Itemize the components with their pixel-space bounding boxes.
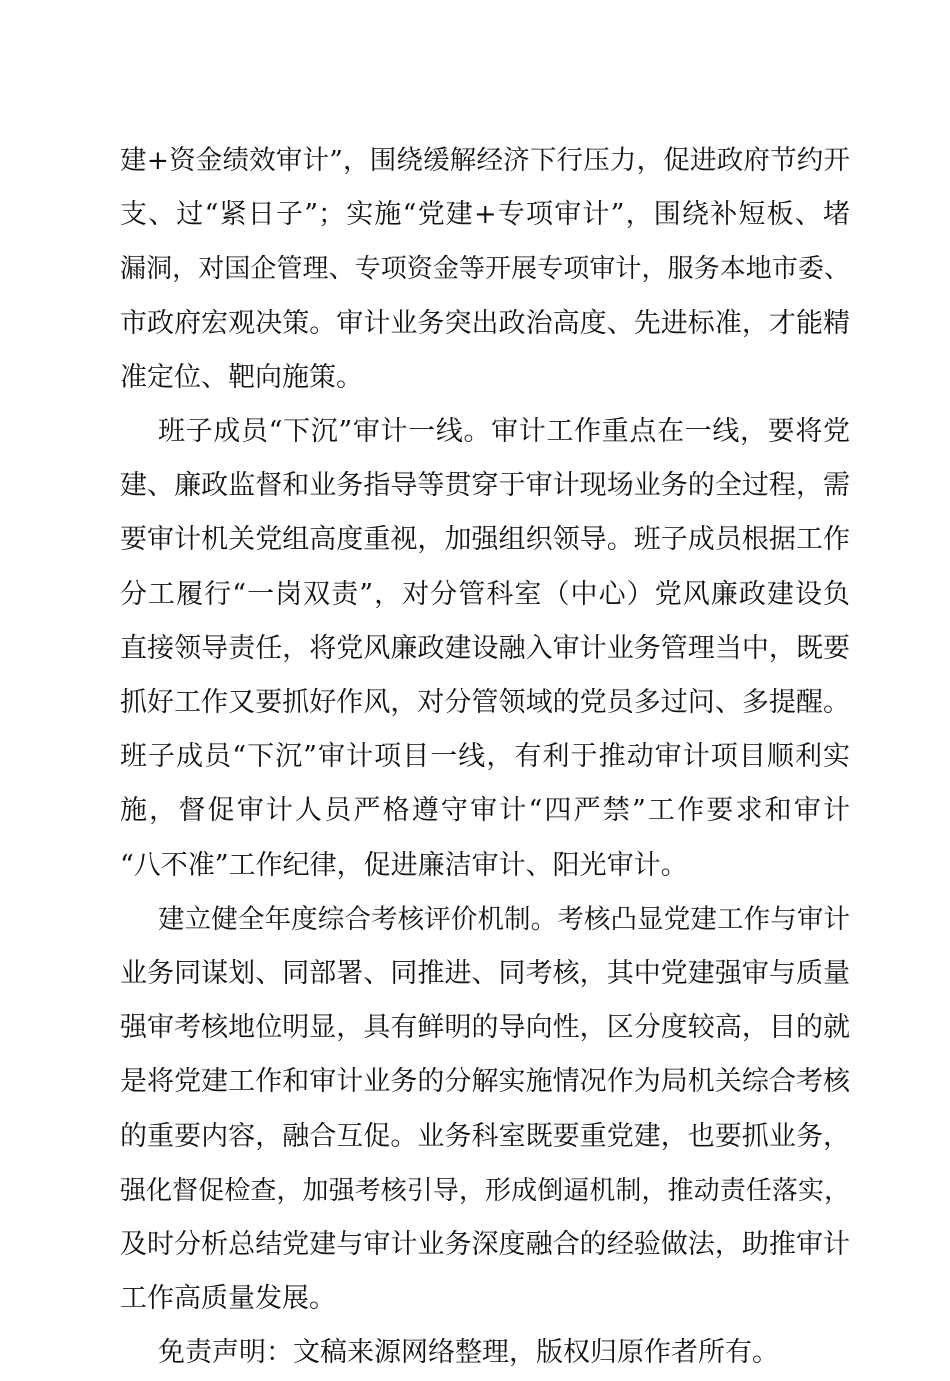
text-line-13: 施，督促审计人员严格遵守审计“四严禁”工作要求和审计 — [120, 795, 850, 826]
text-line-12: 班子成员“下沉”审计项目一线，有利于推动审计项目顺利实 — [120, 741, 850, 772]
text-line-1: 建+资金绩效审计”，围绕缓解经济下行压力，促进政府节约开 — [120, 145, 850, 176]
text-line-2: 支、过“紧日子”；实施“党建+专项审计”，围绕补短板、堵 — [120, 199, 850, 230]
text-line-5: 准定位、靶向施策。 — [120, 362, 363, 393]
paragraph-heading-2: 建立健全年度综合考核评价机制。考核凸显党建工作与审计 — [158, 904, 850, 935]
text-line-11: 抓好工作又要抓好作风，对分管领域的党员多过问、多提醒。 — [120, 687, 850, 718]
text-line-16: 业务同谋划、同部署、同推进、同考核，其中党建强审与质量 — [120, 958, 850, 989]
text-line-8: 要审计机关党组高度重视，加强组织领导。班子成员根据工作 — [120, 524, 850, 555]
text-line-22: 工作高质量发展。 — [120, 1283, 336, 1314]
text-line-4: 市政府宏观决策。审计业务突出政治高度、先进标准，才能精 — [120, 308, 850, 339]
text-line-7: 建、廉政监督和业务指导等贯穿于审计现场业务的全过程，需 — [120, 470, 850, 501]
text-line-18: 是将党建工作和审计业务的分解实施情况作为局机关综合考核 — [120, 1066, 850, 1097]
disclaimer-text: 免责声明：文稿来源网络整理，版权归原作者所有。 — [158, 1337, 779, 1368]
text-line-3: 漏洞，对国企管理、专项资金等开展专项审计，服务本地市委、 — [120, 254, 850, 284]
text-line-19: 的重要内容，融合互促。业务科室既要重党建，也要抓业务， — [120, 1121, 850, 1152]
text-line-20: 强化督促检查，加强考核引导，形成倒逼机制，推动责任落实， — [120, 1176, 850, 1206]
paragraph-heading-1: 班子成员“下沉”审计一线。审计工作重点在一线，要将党 — [158, 416, 850, 447]
text-line-10: 直接领导责任，将党风廉政建设融入审计业务管理当中，既要 — [120, 633, 850, 664]
text-line-21: 及时分析总结党建与审计业务深度融合的经验做法，助推审计 — [120, 1229, 850, 1260]
text-line-14: “八不准”工作纪律，促进廉洁审计、阳光审计。 — [120, 850, 688, 881]
text-line-17: 强审考核地位明显，具有鲜明的导向性，区分度较高，目的就 — [120, 1012, 850, 1043]
text-line-9: 分工履行“一岗双责”，对分管科室（中心）党风廉政建设负 — [120, 579, 850, 610]
